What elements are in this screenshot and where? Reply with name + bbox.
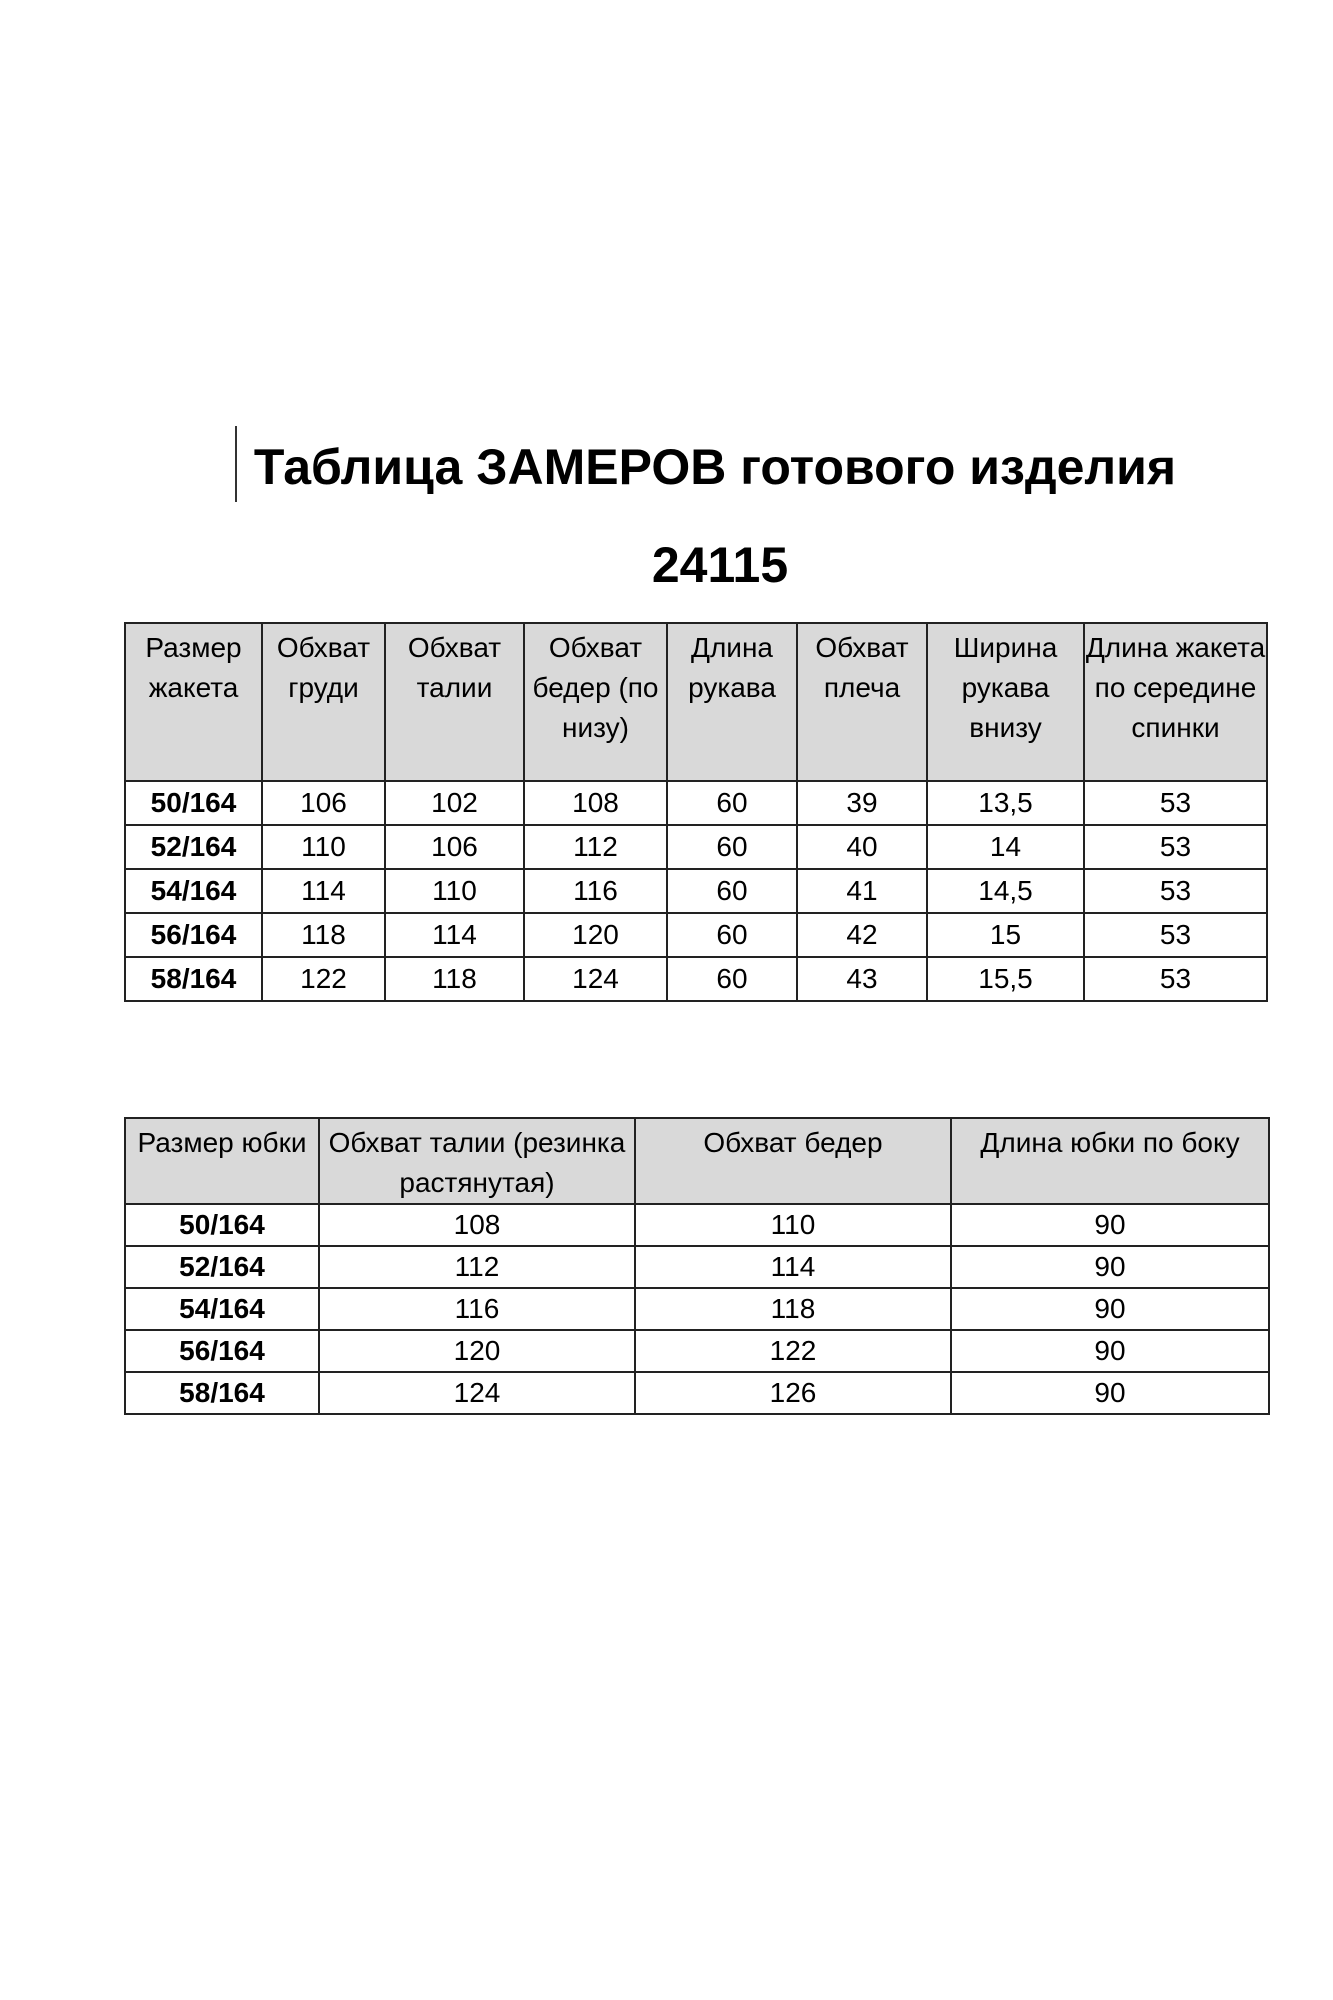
- size-cell: 50/164: [125, 1204, 319, 1246]
- measurement-cell: 114: [385, 913, 524, 957]
- measurement-cell: 60: [667, 781, 797, 825]
- measurement-cell: 15,5: [927, 957, 1084, 1001]
- size-cell: 52/164: [125, 1246, 319, 1288]
- measurement-cell: 90: [951, 1372, 1269, 1414]
- measurement-cell: 14: [927, 825, 1084, 869]
- table-row: [125, 781, 1267, 825]
- measurement-cell: 40: [797, 825, 927, 869]
- measurement-cell: 53: [1084, 781, 1267, 825]
- skirt-measurements-table: [124, 1117, 1270, 1415]
- measurement-cell: 110: [385, 869, 524, 913]
- table-row: [125, 913, 1267, 957]
- skirt-header-row: [125, 1118, 1269, 1204]
- table-row: [125, 1288, 1269, 1330]
- measurement-cell: 120: [319, 1330, 635, 1372]
- size-cell: 56/164: [125, 1330, 319, 1372]
- measurement-cell: 43: [797, 957, 927, 1001]
- jacket-header-cell: Ширина рукава внизу: [927, 623, 1084, 781]
- measurement-cell: 13,5: [927, 781, 1084, 825]
- measurement-cell: 53: [1084, 913, 1267, 957]
- jacket-table-body: [125, 781, 1267, 1001]
- size-cell: 50/164: [125, 781, 262, 825]
- size-cell: 54/164: [125, 1288, 319, 1330]
- measurement-cell: 41: [797, 869, 927, 913]
- article-number: 24115: [651, 537, 789, 593]
- measurement-cell: 118: [385, 957, 524, 1001]
- measurement-cell: 112: [524, 825, 667, 869]
- measurement-cell: 108: [524, 781, 667, 825]
- measurement-cell: 53: [1084, 825, 1267, 869]
- jacket-header-cell: Длина рукава: [667, 623, 797, 781]
- size-cell: 52/164: [125, 825, 262, 869]
- measurement-cell: 60: [667, 825, 797, 869]
- table-row: [125, 825, 1267, 869]
- measurement-cell: 122: [262, 957, 385, 1001]
- table-row: [125, 957, 1267, 1001]
- measurement-cell: 90: [951, 1288, 1269, 1330]
- measurement-cell: 118: [262, 913, 385, 957]
- measurement-cell: 126: [635, 1372, 951, 1414]
- measurement-cell: 120: [524, 913, 667, 957]
- measurement-cell: 110: [262, 825, 385, 869]
- measurement-cell: 122: [635, 1330, 951, 1372]
- measurement-cell: 112: [319, 1246, 635, 1288]
- table-row: [125, 1204, 1269, 1246]
- measurement-cell: 124: [319, 1372, 635, 1414]
- measurement-cell: 116: [319, 1288, 635, 1330]
- jacket-header-cell: Обхват плеча: [797, 623, 927, 781]
- table-row: [125, 1372, 1269, 1414]
- skirt-header-cell: Обхват талии (резинка растянутая): [319, 1118, 635, 1204]
- table-row: [125, 1330, 1269, 1372]
- measurement-cell: 39: [797, 781, 927, 825]
- jacket-header-cell: Обхват бедер (по низу): [524, 623, 667, 781]
- jacket-measurements-table: [124, 622, 1268, 1002]
- measurement-cell: 90: [951, 1330, 1269, 1372]
- jacket-header-cell: Обхват груди: [262, 623, 385, 781]
- measurement-cell: 106: [385, 825, 524, 869]
- measurement-cell: 102: [385, 781, 524, 825]
- measurement-cell: 15: [927, 913, 1084, 957]
- measurement-cell: 53: [1084, 869, 1267, 913]
- size-cell: 56/164: [125, 913, 262, 957]
- skirt-header-cell: Размер юбки: [125, 1118, 319, 1204]
- measurement-cell: 60: [667, 913, 797, 957]
- skirt-table-body: [125, 1204, 1269, 1414]
- measurement-cell: 114: [262, 869, 385, 913]
- jacket-header-row: [125, 623, 1267, 781]
- measurement-cell: 53: [1084, 957, 1267, 1001]
- table-row: [125, 869, 1267, 913]
- measurement-cell: 14,5: [927, 869, 1084, 913]
- size-cell: 58/164: [125, 957, 262, 1001]
- size-cell: 58/164: [125, 1372, 319, 1414]
- measurement-cell: 60: [667, 869, 797, 913]
- measurement-cell: 42: [797, 913, 927, 957]
- size-cell: 54/164: [125, 869, 262, 913]
- jacket-header-cell: Размер жакета: [125, 623, 262, 781]
- measurement-cell: 110: [635, 1204, 951, 1246]
- measurement-cell: 106: [262, 781, 385, 825]
- table-row: [125, 1246, 1269, 1288]
- jacket-header-cell: Длина жакета по середине спинки: [1084, 623, 1267, 781]
- measurement-cell: 114: [635, 1246, 951, 1288]
- measurement-cell: 124: [524, 957, 667, 1001]
- measurement-cell: 60: [667, 957, 797, 1001]
- jacket-header-cell: Обхват талии: [385, 623, 524, 781]
- measurement-cell: 90: [951, 1204, 1269, 1246]
- measurement-cell: 116: [524, 869, 667, 913]
- page-title: Таблица ЗАМЕРОВ готового изделия: [253, 439, 1177, 495]
- skirt-header-cell: Обхват бедер: [635, 1118, 951, 1204]
- measurement-cell: 108: [319, 1204, 635, 1246]
- measurement-cell: 90: [951, 1246, 1269, 1288]
- skirt-header-cell: Длина юбки по боку: [951, 1118, 1269, 1204]
- measurement-cell: 118: [635, 1288, 951, 1330]
